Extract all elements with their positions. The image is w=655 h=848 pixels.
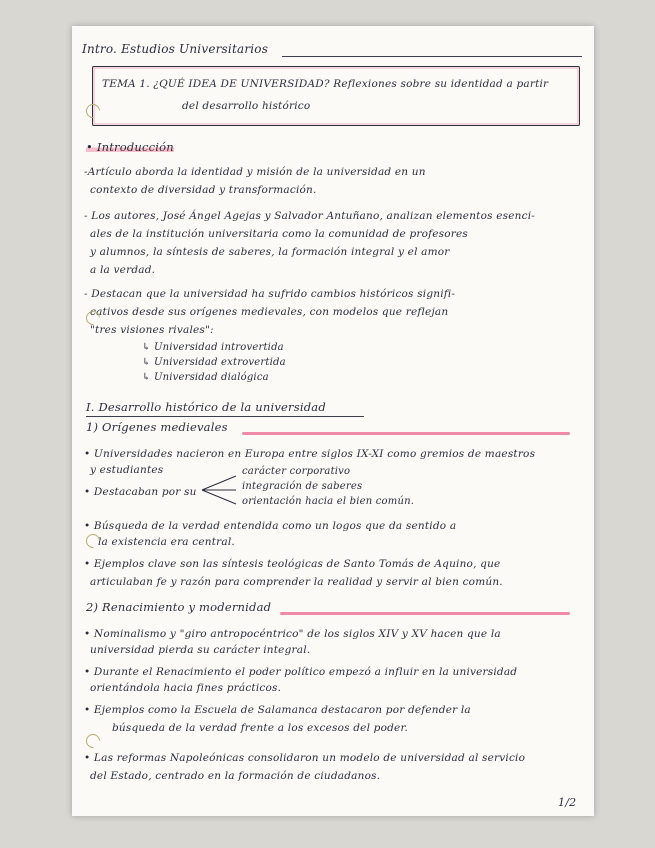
vision-introvertida: ↳ Universidad introvertida: [142, 342, 284, 353]
notebook-page: [72, 26, 594, 816]
s1-b1-line2: y estudiantes: [90, 464, 164, 476]
title-line-2: del desarrollo histórico: [182, 100, 311, 112]
binder-ring-icon: [83, 731, 103, 751]
s2-b3-line2: búsqueda de la verdad frente a los excesos del poder.: [112, 722, 409, 734]
vision-extrovertida: ↳ Universidad extrovertida: [142, 357, 286, 368]
intro-p1-line2: contexto de diversidad y transformación.: [90, 184, 317, 196]
s1-b3-line1: • Búsqueda de la verdad entendida como un logos que da sentido a: [84, 520, 457, 532]
subsection-2-rule: [280, 612, 570, 615]
s1-b3-line2: la existencia era central.: [98, 536, 235, 548]
intro-p3-line2: cativos desde sus orígenes medievales, con modelos que reflejan: [90, 306, 449, 318]
s1-b1-line1: • Universidades nacieron en Europa entre siglos IX-XI como gremios de maestros: [84, 448, 536, 460]
s2-b1-line1: • Nominalismo y "giro antropocéntrico" de los siglos XIV y XV hacen que la: [84, 628, 501, 640]
s1-b2-lead: • Destacaban por su: [84, 486, 197, 498]
brace-arrows-icon: [200, 472, 240, 508]
s2-b2-line2: orientándola hacia fines prácticos.: [90, 682, 282, 694]
vision-dialogica: ↳ Universidad dialógica: [142, 372, 269, 383]
intro-p3-line3: "tres visiones rivales":: [90, 324, 214, 336]
s2-b4-line1: • Las reformas Napoleónicas consolidaron un modelo de universidad al servicio: [84, 752, 526, 764]
intro-heading: • Introducción: [86, 140, 174, 154]
header-rule: [282, 56, 582, 57]
s1-b2-item-2: integración de saberes: [242, 481, 363, 492]
s1-b2-item-1: carácter corporativo: [242, 466, 351, 477]
s2-b2-line1: • Durante el Renacimiento el poder político empezó a influir en la universidad: [84, 666, 518, 678]
course-header: Intro. Estudios Universitarios: [82, 42, 269, 56]
intro-p2-line4: a la verdad.: [90, 264, 156, 276]
subsection-1-rule: [242, 432, 570, 435]
s1-b4-line1: • Ejemplos clave son las síntesis teológicas de Santo Tomás de Aquino, que: [84, 558, 501, 570]
page-number: 1/2: [558, 796, 577, 809]
s2-b4-line2: del Estado, centrado en la formación de ciudadanos.: [90, 770, 381, 782]
title-line-1: TEMA 1. ¿QUÉ IDEA DE UNIVERSIDAD? Reflexiones sobre su identidad a partir: [102, 78, 549, 90]
intro-p3-line1: - Destacan que la universidad ha sufrido cambios históricos signifi-: [84, 288, 456, 300]
s2-b3-line1: • Ejemplos como la Escuela de Salamanca destacaron por defender la: [84, 704, 471, 716]
title-box: [92, 66, 580, 126]
section-1-underline: [86, 416, 364, 417]
s1-b2-item-3: orientación hacia el bien común.: [242, 496, 415, 507]
intro-p2-line2: ales de la institución universitaria como la comunidad de profesores: [90, 228, 468, 240]
s1-b4-line2: articulaban fe y razón para comprender la realidad y servir al bien común.: [90, 576, 503, 588]
subsection-1-heading: 1) Orígenes medievales: [86, 420, 228, 434]
intro-p2-line3: y alumnos, la síntesis de saberes, la formación integral y el amor: [90, 246, 450, 258]
s2-b1-line2: universidad pierda su carácter integral.: [90, 644, 311, 656]
intro-p2-line1: - Los autores, José Ángel Agejas y Salvador Antuñano, analizan elementos esenci-: [84, 210, 535, 222]
intro-p1-line1: -Artículo aborda la identidad y misión de la universidad en un: [84, 166, 426, 178]
section-1-heading: I. Desarrollo histórico de la universidad: [86, 400, 326, 414]
subsection-2-heading: 2) Renacimiento y modernidad: [86, 600, 272, 614]
